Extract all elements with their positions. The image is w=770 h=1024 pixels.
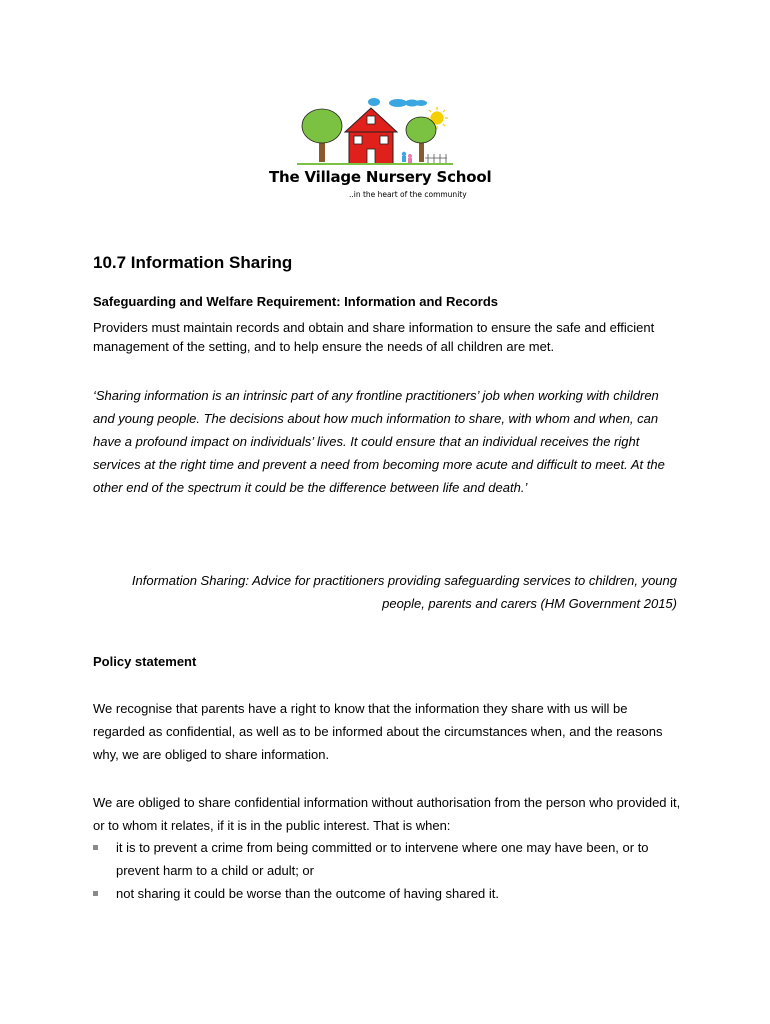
list-item xyxy=(93,882,683,905)
list-item-text: not sharing it could be worse than the outcome of having shared it. xyxy=(116,886,500,901)
quotation-citation: Information Sharing: Advice for practitioners providing safeguarding services to children, young people, parents and carers (HM Government 2015) xyxy=(131,573,677,611)
bullet-list xyxy=(93,836,683,905)
cloud-icon xyxy=(368,98,427,107)
requirement-heading: Safeguarding and Welfare Requirement: Information and Records xyxy=(93,294,498,309)
page-title: 10.7 Information Sharing xyxy=(93,253,293,272)
list-item-text: it is to prevent a crime from being committed or to intervene where one may have been, or to prevent harm to a child or adult; or xyxy=(116,840,649,878)
policy-paragraph: We recognise that parents have a right to know that the information they share with us will be regarded as confidential, as well as to be informed about the circumstances when, and the reasons why, we are obliged to share information. xyxy=(93,701,663,762)
tree-icon xyxy=(302,109,342,162)
bullet-icon xyxy=(93,891,98,896)
policy-paragraph: We are obliged to share confidential information without authorisation from the person who provided it, or to whom it relates, if it is in the public interest. That is when: xyxy=(93,795,681,833)
requirement-text: Providers must maintain records and obtain and share information to ensure the safe and efficient management of the setting, and to help ensure the needs of all children are met. xyxy=(93,320,655,354)
children-icon xyxy=(402,152,412,163)
logo-tagline: ..in the heart of the community xyxy=(349,190,467,199)
policy-heading: Policy statement xyxy=(93,654,197,669)
fence-icon xyxy=(425,154,447,163)
list-item xyxy=(93,836,683,882)
school-logo xyxy=(265,94,495,209)
quotation: ‘Sharing information is an intrinsic part of any frontline practitioners’ job when working with children and young people. The decisions about how much information to share, with whom and when, can have a profound impact on individuals’ lives. It could ensure that an individual receives the right services at the right time and prevent a need from becoming more acute and difficult to meet. At the other end of the spectrum it could be the difference between life and death.’ xyxy=(93,388,665,495)
logo-illustration xyxy=(297,94,457,174)
house-icon xyxy=(345,108,397,164)
bullet-icon xyxy=(93,845,98,850)
logo-school-name: The Village Nursery School xyxy=(269,168,492,186)
